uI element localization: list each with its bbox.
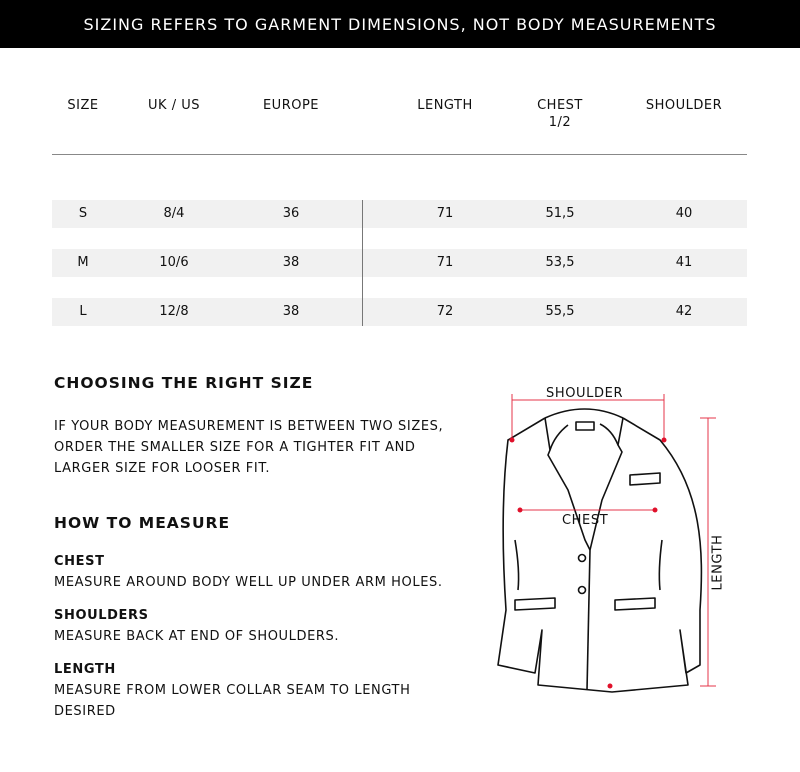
cell-size: S [78, 206, 88, 221]
howto-title: HOW TO MEASURE [54, 514, 231, 532]
table-row [52, 298, 747, 326]
cell-length: 71 [436, 255, 454, 270]
length-text [54, 680, 410, 722]
cell-shoulder: 41 [675, 255, 693, 270]
diagram-chest-label: CHEST [562, 513, 609, 528]
choosing-title: CHOOSING THE RIGHT SIZE [54, 374, 314, 392]
jacket-icon [490, 380, 730, 700]
cell-europe: 38 [282, 304, 300, 319]
header-europe: EUROPE [262, 98, 320, 113]
header-size: SIZE [67, 98, 99, 113]
choosing-text [54, 416, 443, 479]
cell-size: L [79, 304, 87, 319]
cell-chest: 55,5 [545, 304, 575, 319]
cell-length: 71 [436, 206, 454, 221]
cell-uk-us: 10/6 [159, 255, 189, 270]
chest-text: MEASURE AROUND BODY WELL UP UNDER ARM HOLES. [54, 575, 443, 590]
diagram-shoulder-label: SHOULDER [546, 386, 624, 401]
header-uk-us: UK / US [148, 98, 200, 113]
cell-chest: 53,5 [545, 255, 575, 270]
choosing-line: IF YOUR BODY MEASUREMENT IS BETWEEN TWO SIZES, [54, 419, 444, 434]
table-row [52, 200, 747, 228]
length-text-line: DESIRED [54, 704, 116, 719]
cell-europe: 36 [282, 206, 300, 221]
cell-shoulder: 42 [675, 304, 693, 319]
page-banner: SIZING REFERS TO GARMENT DIMENSIONS, NOT BODY MEASUREMENTS [0, 0, 800, 48]
choosing-line: ORDER THE SMALLER SIZE FOR A TIGHTER FIT AND [54, 440, 416, 455]
cell-size: M [77, 255, 89, 270]
cell-europe: 38 [282, 255, 300, 270]
cell-shoulder: 40 [675, 206, 693, 221]
diagram-length-label: LENGTH [710, 534, 726, 591]
shoulders-label: SHOULDERS [54, 608, 149, 623]
length-label: LENGTH [54, 662, 116, 677]
header-divider [52, 154, 747, 155]
shoulders-text: MEASURE BACK AT END OF SHOULDERS. [54, 629, 340, 644]
cell-length: 72 [436, 304, 454, 319]
choosing-line: LARGER SIZE FOR LOOSER FIT. [54, 461, 271, 476]
cell-uk-us: 12/8 [159, 304, 189, 319]
header-chest-label: CHEST [537, 98, 583, 113]
header-length: LENGTH [417, 98, 473, 113]
header-shoulder: SHOULDER [645, 98, 723, 113]
header-chest-sub: 1/2 [548, 115, 572, 130]
chest-label: CHEST [54, 554, 105, 569]
cell-uk-us: 8/4 [163, 206, 185, 221]
table-column-divider [362, 200, 363, 326]
cell-chest: 51,5 [545, 206, 575, 221]
table-row [52, 249, 747, 277]
length-text-line: MEASURE FROM LOWER COLLAR SEAM TO LENGTH [54, 683, 411, 698]
header-chest [500, 97, 620, 131]
jacket-diagram [490, 380, 730, 700]
